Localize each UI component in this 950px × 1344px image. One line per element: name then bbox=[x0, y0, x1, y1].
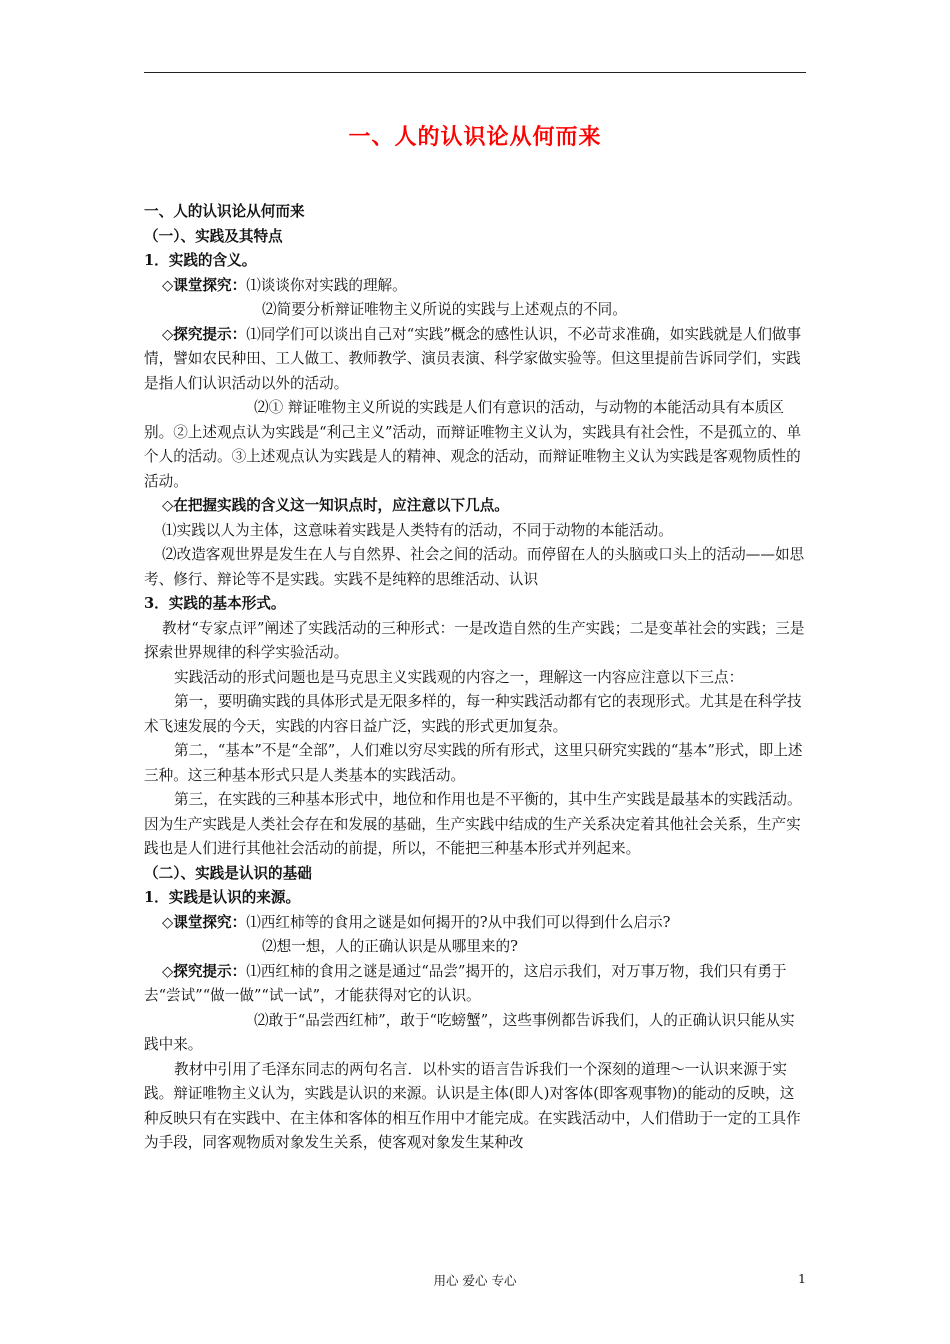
body-paragraph: 教材“专家点评”阐述了实践活动的三种形式：一是改造自然的生产实践；二是变革社会的实践；三是探索世界规律的科学实验活动。 bbox=[144, 619, 805, 661]
item-heading: 1．实践是认识的来源。 bbox=[144, 889, 301, 906]
note-item: ⑵改造客观世界是发生在人与自然界、社会之间的活动。而停留在人的头脑或口头上的活动——如思考、修行、辩论等不是实践。实践不是纯粹的思维活动、认识 bbox=[144, 546, 805, 588]
footer-motto: 用心 爱心 专心 bbox=[433, 1273, 517, 1288]
document-body bbox=[144, 200, 808, 1156]
header-rule bbox=[144, 72, 806, 73]
hint-paragraph bbox=[144, 323, 808, 397]
body-paragraph: 实践活动的形式问题也是马克思主义实践观的内容之一，理解这一内容应注意以下三点： bbox=[174, 668, 744, 686]
section-heading: 一、人的认识论从何而来 bbox=[144, 203, 305, 220]
body-paragraph: 第一，要明确实践的具体形式是无限多样的，每一种实践活动都有它的表现形式。尤其是在科学技术飞速发展的今天，实践的内容日益广泛，实践的形式更加复杂。 bbox=[144, 693, 802, 735]
page-number: 1 bbox=[798, 1271, 806, 1286]
note-heading: ◇在把握实践的含义这一知识点时，应注意以下几点。 bbox=[162, 497, 509, 514]
item-heading: 3．实践的基本形式。 bbox=[144, 595, 286, 612]
question-text: ⑴西红柿等的食用之谜是如何揭开的?从中我们可以得到什么启示? bbox=[246, 913, 671, 931]
hint-text: ⑴西红柿的食用之谜是通过“品尝”揭开的，这启示我们，对万事万物，我们只有勇于去“尝试”“做一做”“试一试”，才能获得对它的认识。 bbox=[144, 962, 787, 1004]
question-line bbox=[144, 274, 808, 299]
hint-label: ◇探究提示： bbox=[162, 325, 247, 343]
subsection-heading: （一）、实践及其特点 bbox=[144, 227, 283, 245]
question-text: ⑴谈谈你对实践的理解。 bbox=[246, 276, 407, 294]
question-label: ◇课堂探究： bbox=[162, 276, 247, 294]
note-item: ⑴实践以人为主体，这意味着实践是人类特有的活动，不同于动物的本能活动。 bbox=[162, 521, 673, 539]
hint-paragraph: ⑵敢于“品尝西红柿”，敢于“吃螃蟹”，这些事例都告诉我们，人的正确认识只能从实践中来。 bbox=[144, 1011, 795, 1053]
question-label: ◇课堂探究： bbox=[162, 913, 247, 931]
body-paragraph: 教材中引用了毛泽东同志的两句名言．以朴实的语言告诉我们一个深刻的道理～一认识来源于实践。辩证唯物主义认为，实践是认识的来源。认识是主体(即人)对客体(即客观事物)的能动的反映，这种反映只有在实践中、在主体和客体的相互作用中才能完成。在实践活动中，人们借助于一定的工具作为手段，同客观物质对象发生关系，使客观对象发生某种改 bbox=[144, 1060, 801, 1151]
subsection-heading: （二）、实践是认识的基础 bbox=[144, 864, 312, 882]
page-title: 一、人的认识论从何而来 bbox=[348, 124, 602, 150]
hint-paragraph bbox=[144, 960, 808, 1009]
question-line bbox=[144, 911, 808, 936]
body-paragraph: 第三，在实践的三种基本形式中，地位和作用也是不平衡的，其中生产实践是最基本的实践活动。因为生产实践是人类社会存在和发展的基础，生产实践中结成的生产关系决定着其他社会关系，生产实践也是人们进行其他社会活动的前提，所以，不能把三种基本形式并列起来。 bbox=[144, 791, 802, 857]
hint-text: ⑴同学们可以谈出自己对“实践”概念的感性认识，不必苛求准确，如实践就是人们做事情，譬如农民种田、工人做工、教师教学、演员表演、科学家做实验等。但这里提前告诉同学们，实践是指人们认识活动以外的活动。 bbox=[144, 325, 802, 392]
question-line: ⑵简要分析辩证唯物主义所说的实践与上述观点的不同。 bbox=[262, 301, 627, 318]
body-paragraph: 第二，“基本”不是“全部”，人们难以穷尽实践的所有形式，这里只研究实践的“基本”形式，即上述三种。这三种基本形式只是人类基本的实践活动。 bbox=[144, 742, 803, 784]
hint-paragraph: ⑵① 辩证唯物主义所说的实践是人们有意识的活动，与动物的本能活动具有本质区别。②上述观点认为实践是“利己主义”活动，而辩证唯物主义认为，实践具有社会性，不是孤立的、单个人的活动。③上述观点认为实践是人的精神、观念的活动，而辩证唯物主义认为实践是客观物质性的活动。 bbox=[144, 399, 802, 490]
question-line: ⑵想一想，人的正确认识是从哪里来的? bbox=[262, 938, 518, 955]
item-heading: 1．实践的含义。 bbox=[144, 252, 257, 269]
hint-label: ◇探究提示： bbox=[162, 962, 247, 980]
